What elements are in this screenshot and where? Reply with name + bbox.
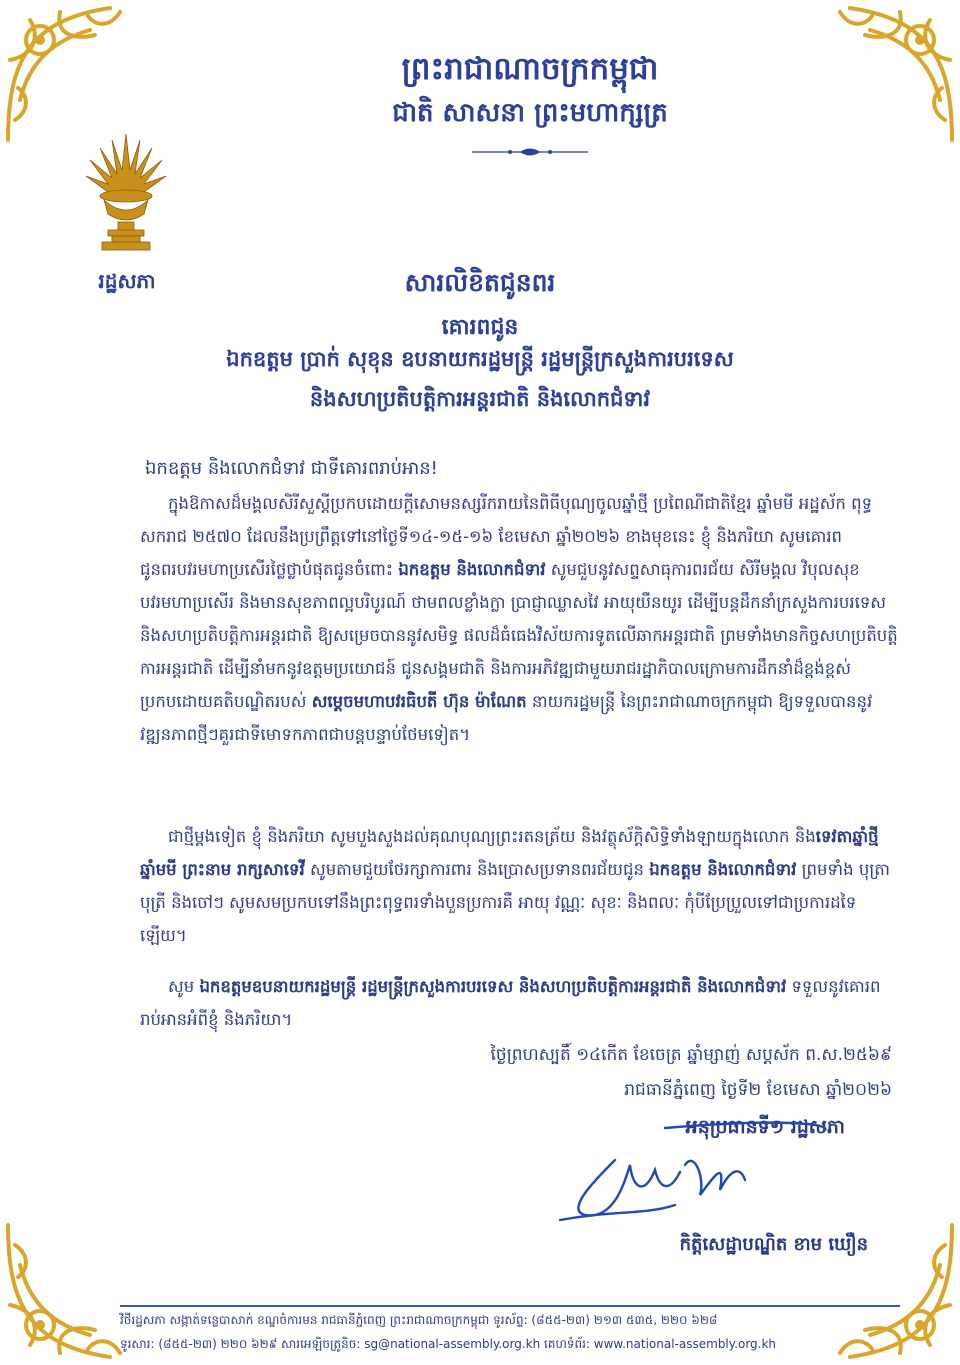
addressee-line-1: ឯកឧត្តម ប្រាក់ សុខុន ឧបនាយករដ្ឋមន្ត្រី រដ្ឋមន្ត្រីក្រសួងការបរទេស <box>226 347 734 371</box>
footer-divider <box>120 1305 900 1307</box>
addressee-line-2: និងសហប្រតិបត្តិការអន្តរជាតិ និងលោកជំទាវ <box>309 387 651 411</box>
paragraph-3-bold-addressee: ឯកឧត្តមឧបនាយករដ្ឋមន្ត្រី រដ្ឋមន្ត្រីក្រសួងការបរទេស និងសហប្រតិបត្តិការអន្តរជាតិ និងលោកជំទាវ <box>199 977 787 996</box>
paragraph-1-text-a: ក្នុងឱកាសដ៏មង្គលសិរីសួស្តីប្រកបដោយក្តីសោមនស្សរីករាយនៃពិធីបុណ្យចូលឆ្នាំថ្មី ប្រពៃណីជាតិខ្មែរ ឆ្នាំមមី អដ្ឋស័ក ពុទ្ធសករាជ ២៥៧០ ដែលនឹងប្រព្រឹត្តទៅនៅថ្ងៃទី១៤-១៥-១៦ ខែមេសា ឆ្នាំ២០២៦ ខាងមុខនេះ ខ្ញុំ និងភរិយា សូមគោរពជូនពរបវរមហាប្រសើរថ្លៃថ្លាបំផុតជូនចំពោះ <box>140 494 873 579</box>
kingdom-heading: ព្រះរាជាណាចក្រកម្ពុជា <box>401 51 659 87</box>
footer-contact: ទូរសារ: (៨៥៥-២៣) ២២០ ៦២៩ សារអេឡិចត្រូនិច: sg@national-assembly.org.kh គេហទំព័រ: www.national-assembly.org.kh <box>120 1337 777 1351</box>
national-assembly-emblem-icon <box>78 130 174 260</box>
paragraph-3 <box>140 970 900 1036</box>
header-divider-ornament <box>470 145 590 159</box>
handwritten-signature <box>555 1120 835 1230</box>
paragraph-2-bold-new-year-deity: ទេវតាឆ្នាំថ្មី ឆ្នាំមមី ព្រះនាម រាក្សសាទេវី <box>140 827 879 879</box>
paragraph-1-bold-addressee: ឯកឧត្តម និងលោកជំទាវ <box>398 560 546 579</box>
paragraph-2-text-c: សូមតាមជួយថែរក្សាការពារ និងប្រោសប្រទានពរជ័យជូន <box>304 860 650 879</box>
addressee-salutation: គោរពជូន <box>441 315 519 340</box>
corner-ornament-top-left <box>0 0 150 150</box>
paragraph-2 <box>140 820 900 952</box>
paragraph-1 <box>140 487 900 751</box>
institution-label: រដ្ឋសភា <box>98 269 156 293</box>
corner-ornament-top-right <box>810 0 960 150</box>
paragraph-2-bold-addressee: ឯកឧត្តម និងលោកជំទាវ <box>649 860 797 879</box>
footer-address: វិថីរដ្ឋសភា សង្កាត់ទន្លេបាសាក់ ខណ្ឌចំការមន រាជធានីភ្នំពេញ ព្រះរាជាណាចក្រកម្ពុជា ទូរស័ព្ទ: (៨៥៥-២៣) ២១៣ ៥៣៥, ២២០ ៦២៨ <box>120 1313 718 1327</box>
paragraph-1-text-e: នាយករដ្ឋមន្ត្រី នៃព្រះរាជាណាចក្រកម្ពុជា ឱ្យទទួលបាននូវវឌ្ឍនភាពថ្មីៗគួរជាទីមោទកភាពជាបន្តបន្ទាប់ថែមទៀត។ <box>140 692 873 744</box>
national-motto: ជាតិ សាសនា ព្រះមហាក្សត្រ <box>392 98 668 128</box>
solar-date-place: រាជធានីភ្នំពេញ ថ្ងៃទី២ ខែមេសា ឆ្នាំ២០២៦ <box>624 1080 892 1100</box>
signer-name: កិត្តិសេដ្ឋាបណ្ឌិត ខាម ឃឿន <box>679 1234 868 1255</box>
paragraph-2-text-e: ព្រមទាំង បុត្រា បុត្រី និងចៅៗ សូមសមប្រកបទៅនឹងព្រះពុទ្ធពរទាំងបួនប្រការគឺ អាយុ វណ្ណៈ សុខៈ និងពលៈ កុំបីប្រែប្រួលទៅជាប្រការដទៃឡើយ។ <box>140 860 890 945</box>
paragraph-1-bold-prime-minister: សម្តេចមហាបវរធិបតី ហ៊ុន ម៉ាណែត <box>311 692 527 711</box>
signer-title: អនុប្រធានទី១ រដ្ឋសភា <box>685 1116 845 1138</box>
lunar-date: ថ្ងៃព្រហស្បតិ៍ ១៤កើត ខែចេត្រ ឆ្នាំម្សាញ់ សប្តស័ក ព.ស.២៥៦៩ <box>490 1045 892 1065</box>
paragraph-2-text-a: ជាថ្មីម្តងទៀត ខ្ញុំ និងភរិយា សូមបួងសួងដល់គុណបុណ្យព្រះរតនត្រ័យ និងវត្ថុស័ក្តិសិទ្ធិទាំងឡាយក្នុងលោក និង <box>168 827 816 846</box>
paragraph-3-text-c: ទទួលនូវគោរពរាប់អានអំពីខ្ញុំ និងភរិយា។ <box>140 977 881 1029</box>
paragraph-3-text-a: សូម <box>168 977 200 996</box>
greeting: ឯកឧត្តម និងលោកជំទាវ ជាទីគោរពរាប់អាន! <box>145 458 438 479</box>
letter-title: សារលិខិតជូនពរ <box>404 268 556 297</box>
paragraph-1-text-c: សូមជួបនូវសព្ទសាធុការពរជ័យ សិរីមង្គល វិបុលសុខ បវរមហាប្រសើរ និងមានសុខភាពល្អបរិបូរណ៍ ថាមពលខ្លាំងក្លា ប្រាជ្ញាឈ្លាសវៃ អាយុយឺនយូរ ដើម្បីបន្តដឹកនាំក្រសួងការបរទេស និងសហប្រតិបត្តិការអន្តរជាតិ ឱ្យសម្រេចបាននូវសមិទ្ធ ផលដ៏ធំធេងវិស័យការទូតលើឆាកអន្តរជាតិ ព្រមទាំងមានកិច្ចសហប្រតិបត្តិការអន្តរជាតិ ដើម្បីនាំមកនូវឧត្តមប្រយោជន៍ ជូនសង្គមជាតិ និងការអភិវឌ្ឍជាមួយរាជរដ្ឋាភិបាលក្រោមការដឹកនាំដ៏ខ្ពង់ខ្ពស់ប្រកបដោយគតិបណ្ឌិតរបស់ <box>140 560 898 711</box>
